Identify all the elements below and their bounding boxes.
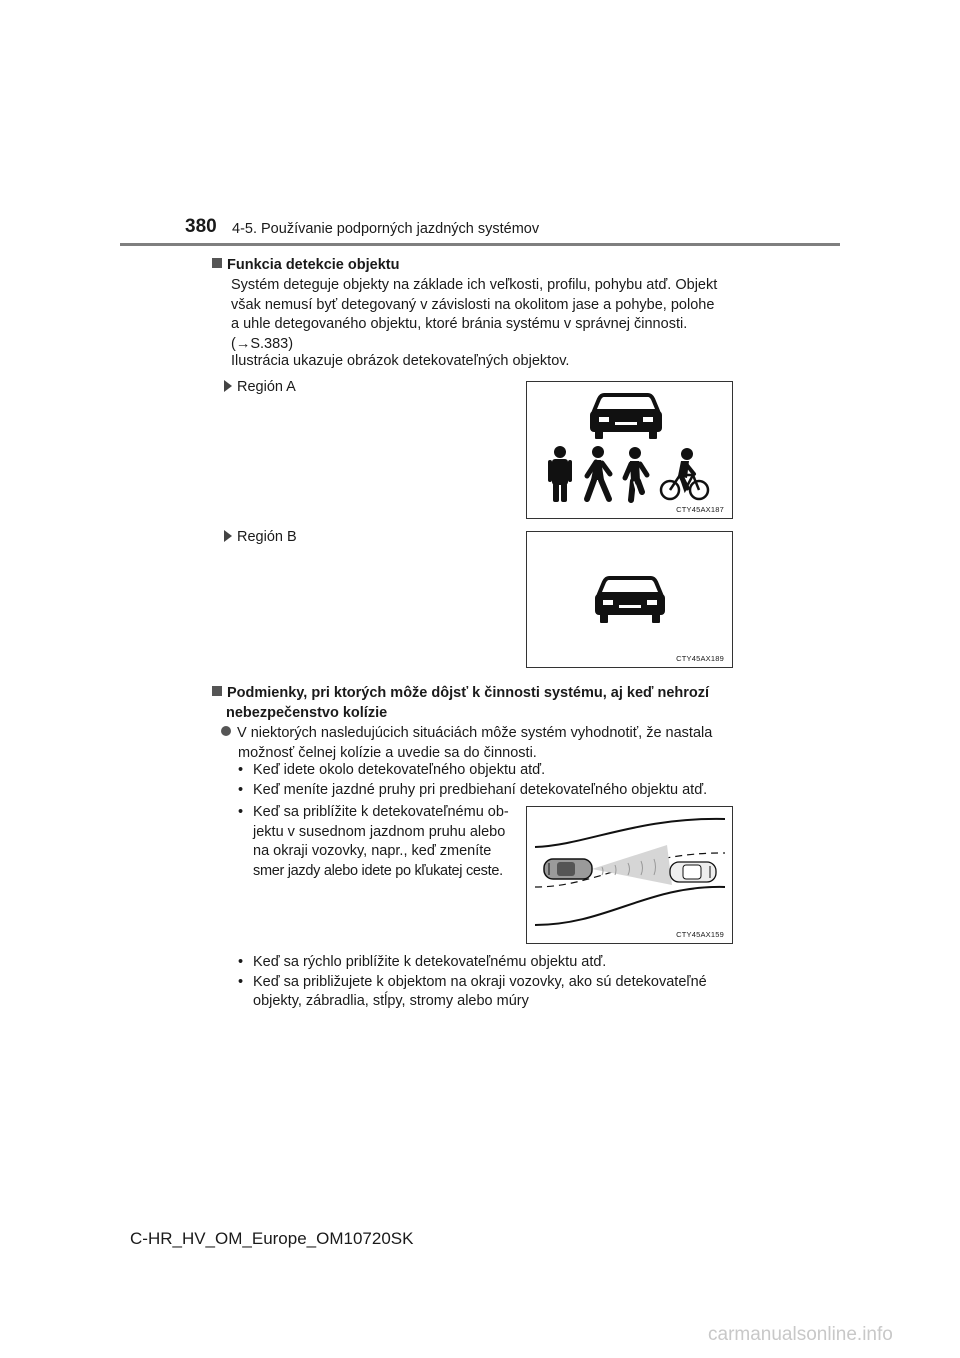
- header-rule: [120, 243, 840, 246]
- region-b-label: Región B: [224, 528, 297, 548]
- heading-object-detection: Funkcia detekcie objektu: [212, 256, 399, 276]
- figure-curved-road: [526, 806, 733, 944]
- square-bullet-icon: [212, 686, 222, 696]
- para-illustration: Ilustrácia ukazuje obrázok detekovateľných objektov.: [231, 353, 570, 369]
- curved-road-icon: [527, 807, 732, 943]
- section-title: 4-5. Používanie podporných jazdných systémov: [232, 221, 540, 237]
- figure-code: CTY45AX159: [676, 930, 724, 939]
- figure-code: CTY45AX187: [676, 505, 724, 514]
- bullet-adjacent-lane: • Keď sa priblížite k detekovateľnému ob- jektu v susednom jazdnom pruhu alebo na okraji vozovky, napr., keď zmeníte smer jazdy alebo idete po kľukatej ceste.: [238, 804, 509, 879]
- region-a-objects-icon: [527, 382, 732, 518]
- triangle-marker-icon: [224, 380, 232, 392]
- bullet-list-1: • Keď idete okolo detekovateľného objektu atď. • Keď meníte jazdné pruhy pri predbiehaní detekovateľného objektu atď.: [238, 762, 708, 798]
- region-a-label: Región A: [224, 378, 296, 398]
- figure-code: CTY45AX189: [676, 654, 724, 663]
- figure-region-b: [526, 531, 733, 668]
- footer-document-code: C-HR_HV_OM_Europe_OM10720SK: [130, 1229, 414, 1248]
- point-collision-possibility: V niektorých nasledujúcich situáciách môže systém vyhodnotiť, že nastala možnosť čelnej kolízie a uvedie sa do činnosti.: [221, 724, 743, 763]
- triangle-marker-icon: [224, 530, 232, 542]
- bullet-list-2: • Keď sa rýchlo priblížite k detekovateľnému objektu atď. • Keď sa približujete k objektom na okraji vozovky, ako sú detekovateľné objekty, zábradlia, stĺpy, stromy alebo múry: [238, 954, 707, 1009]
- watermark: carmanualsonline.info: [708, 1324, 893, 1345]
- page-number: 380: [185, 216, 217, 237]
- circle-bullet-icon: [221, 726, 231, 736]
- figure-region-a: [526, 381, 733, 519]
- square-bullet-icon: [212, 258, 222, 268]
- para-detection: Systém deteguje objekty na základe ich veľkosti, profilu, pohybu atď. Objekt však nemusí byť detegovaný v závislosti na okolitom jase a pohybe, polohe a uhle detegovaného objektu, ktoré bránia systému v správnej činnosti. (→S.383): [231, 277, 718, 352]
- region-b-car-icon: [527, 532, 732, 667]
- heading-conditions: Podmienky, pri ktorých môže dôjsť k činnosti systému, aj keď nehrozí nebezpečenstvo kolízie: [212, 684, 743, 723]
